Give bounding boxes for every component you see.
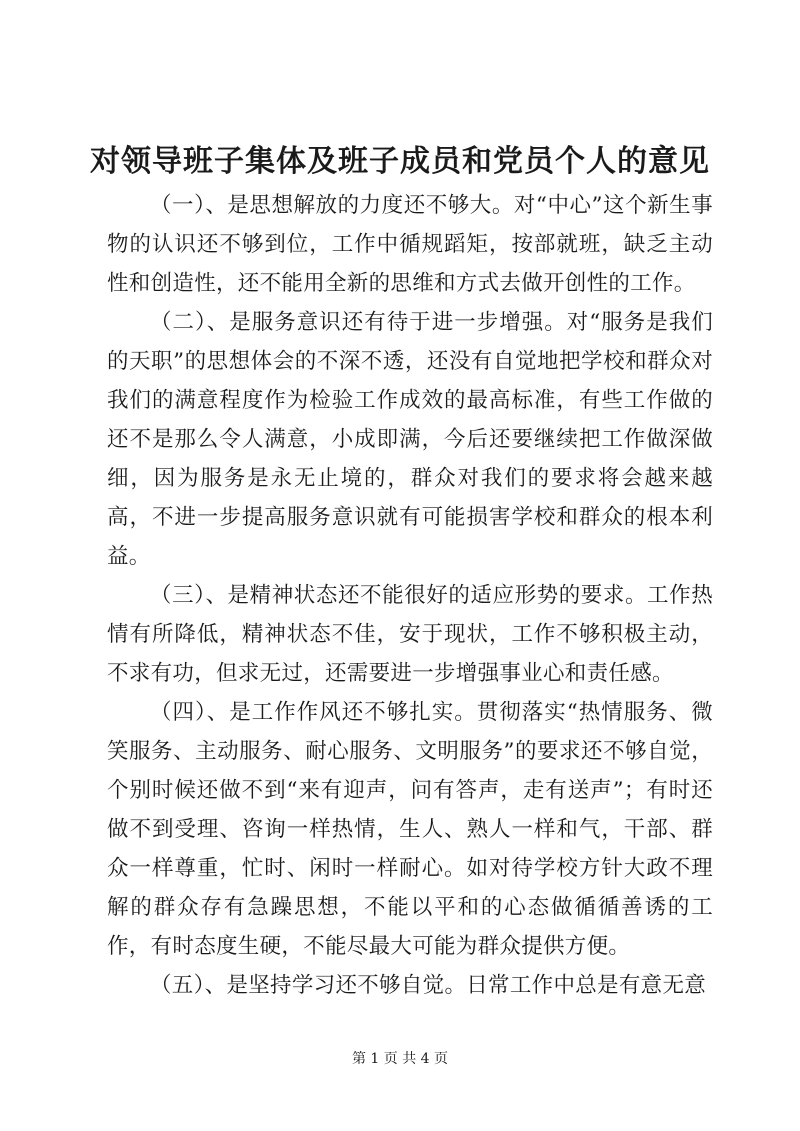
paragraph-3: （三）、是精神状态还不能很好的适应形势的要求。工作热情有所降低，精神状态不佳，安于现状，工作不够积极主动，不求有功，但求无过，还需要进一步增强事业心和责任感。 <box>107 583 713 686</box>
page-number-footer: 第 1 页 共 4 页 <box>351 1051 449 1067</box>
document-title: 对领导班子集体及班子成员和党员个人的意见 <box>90 144 710 179</box>
document-body <box>107 186 713 1005</box>
paragraph-4: （四）、是工作作风还不够扎实。贯彻落实“热情服务、微笑服务、主动服务、耐心服务、文明服务”的要求还不够自觉，个别时候还做不到“来有迎声，问有答声，走有送声”；有时还做不到受理、咨询一样热情，生人、熟人一样和气，干部、群众一样尊重，忙时、闲时一样耐心。如对待学校方针大政不理解的群众存有急躁思想，不能以平和的心态做循循善诱的工作，有时态度生硬，不能尽最大可能为群众提供方便。 <box>107 700 713 959</box>
paragraph-5: （五）、是坚持学习还不够自觉。日常工作中总是有意无意 <box>150 973 707 998</box>
paragraph-2: （二）、是服务意识还有待于进一步增强。对“服务是我们的天职”的思想体会的不深不透，还没有自觉地把学校和群众对我们的满意程度作为检验工作成效的最高标准，有些工作做的还不是那么令人满意，小成即满，今后还要继续把工作做深做细，因为服务是永无止境的，群众对我们的要求将会越来越高，不进一步提高服务意识就有可能损害学校和群众的根本利益。 <box>107 310 713 569</box>
paragraph-1: （一）、是思想解放的力度还不够大。对“中心”这个新生事物的认识还不够到位，工作中循规蹈矩，按部就班，缺乏主动性和创造性，还不能用全新的思维和方式去做开创性的工作。 <box>107 193 713 296</box>
